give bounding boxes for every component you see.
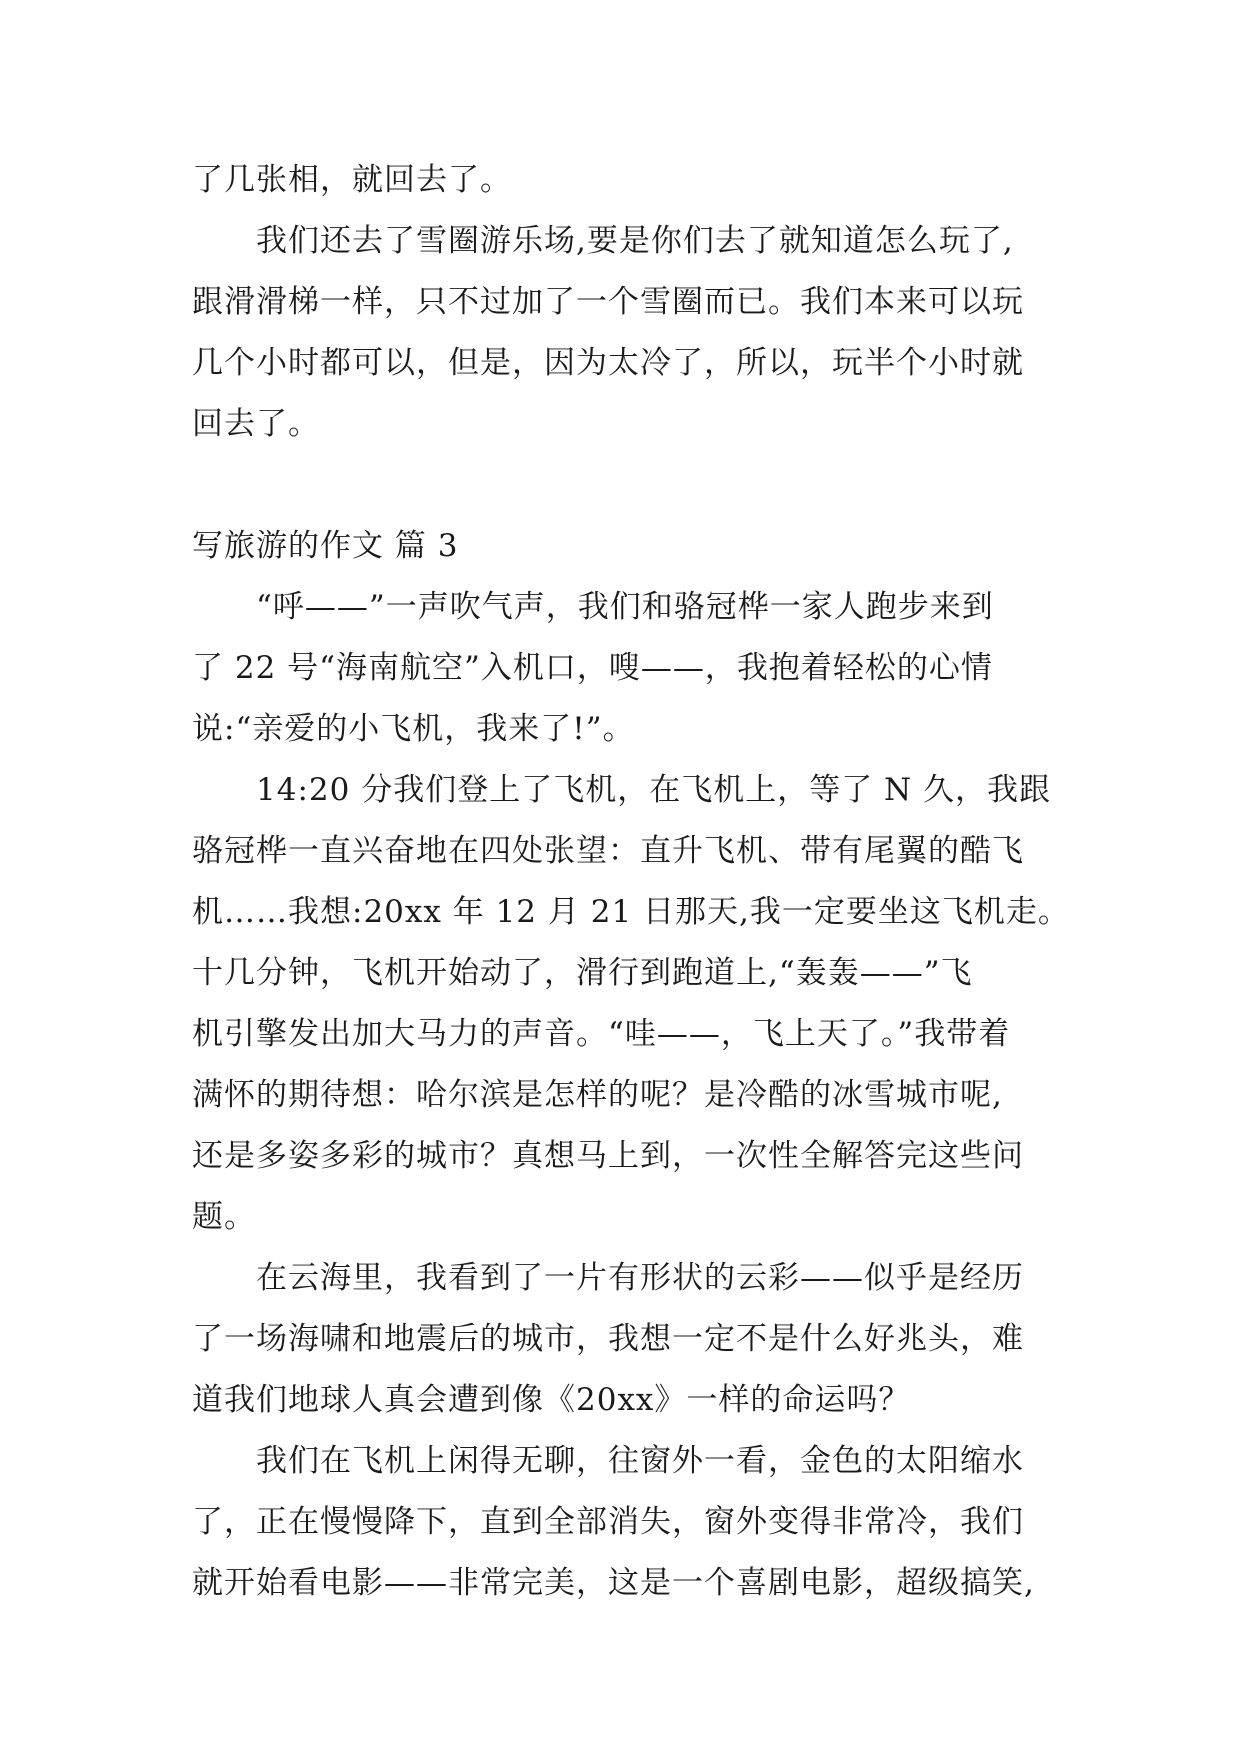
paragraph xyxy=(192,577,1062,760)
paragraph xyxy=(192,211,1062,455)
section-heading: 写旅游的作文 篇 3 xyxy=(192,528,459,564)
text-line: 还是多姿多彩的城市？真想马上到，一次性全解答完这些问 xyxy=(192,1138,1024,1174)
text-line: 跟滑滑梯一样，只不过加了一个雪圈而已。我们本来可以玩 xyxy=(192,284,1024,320)
text-line: 题。 xyxy=(192,1199,256,1235)
text-line: 就开始看电影——非常完美，这是一个喜剧电影，超级搞笑, xyxy=(192,1565,1035,1601)
paragraph xyxy=(192,1431,1062,1614)
text-line: 在云海里，我看到了一片有形状的云彩——似乎是经历 xyxy=(256,1260,1024,1296)
text-line: 了，正在慢慢降下，直到全部消失，窗外变得非常冷，我们 xyxy=(192,1504,1024,1540)
text-line: 了 22 号“海南航空”入机口，嗖——，我抱着轻松的心情 xyxy=(192,650,993,686)
text-line: 十几分钟，飞机开始动了，滑行到跑道上,“轰轰——”飞 xyxy=(192,955,973,991)
text-line: 几个小时都可以，但是，因为太冷了，所以，玩半个小时就 xyxy=(192,345,1024,381)
text-line: 道我们地球人真会遭到像《20xx》一样的命运吗？ xyxy=(192,1382,911,1418)
text-line: 说:“亲爱的小飞机，我来了!”。 xyxy=(192,711,635,747)
blank-line xyxy=(192,455,1062,516)
text-line: 机……我想:20xx 年 12 月 21 日那天,我一定要坐这飞机走。 xyxy=(192,894,1070,930)
text-line: 满怀的期待想：哈尔滨是怎样的呢？是冷酷的冰雪城市呢, xyxy=(192,1077,1003,1113)
text-line: 我们还去了雪圈游乐场,要是你们去了就知道怎么玩了, xyxy=(256,223,1014,259)
text-line: 机引擎发出加大马力的声音。“哇——，飞上天了。”我带着 xyxy=(192,1016,1011,1052)
paragraph xyxy=(192,1248,1062,1431)
text-line: 骆冠桦一直兴奋地在四处张望：直升飞机、带有尾翼的酷飞 xyxy=(192,833,1024,869)
text-line: 14:20 分我们登上了飞机，在飞机上，等了 N 久，我跟 xyxy=(256,772,1052,808)
text-line: 了一场海啸和地震后的城市，我想一定不是什么好兆头，难 xyxy=(192,1321,1024,1357)
text-line: “呼——”一声吹气声，我们和骆冠桦一家人跑步来到 xyxy=(256,589,994,625)
document-body xyxy=(192,150,1070,1614)
text-line: 了几张相，就回去了。 xyxy=(192,162,512,198)
text-line: 回去了。 xyxy=(192,406,320,442)
text-line: 我们在飞机上闲得无聊，往窗外一看，金色的太阳缩水 xyxy=(256,1443,1024,1479)
paragraph xyxy=(192,760,1070,1248)
